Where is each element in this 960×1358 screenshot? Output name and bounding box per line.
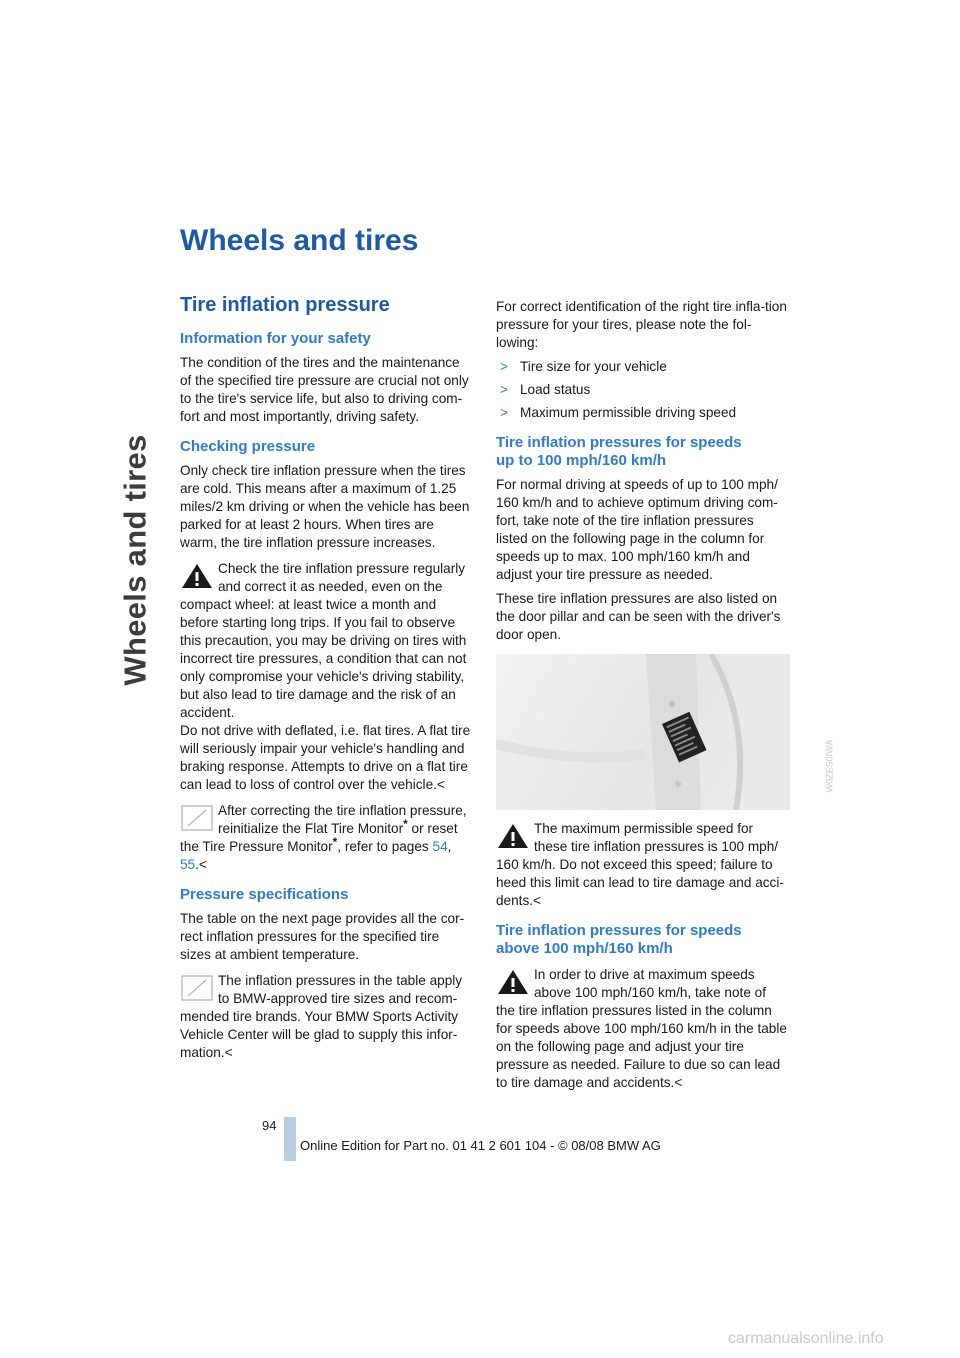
link-separator: , <box>447 839 452 854</box>
identification-list <box>496 358 788 422</box>
bullet-marker: > <box>500 382 508 397</box>
note-icon <box>180 974 214 1002</box>
above-100-warning-text: In order to drive at maximum speeds above 100 mph/160 km/h, take note of the tire inflation pressures listed in the column for speeds above 100 mph/160 km/h in the table on the following page and adjust your tire pressure as needed. Failure to due so can lead to tire damage and accidents. <box>496 967 787 1090</box>
page-link-54[interactable]: 54 <box>432 839 448 854</box>
option-star: * <box>403 817 408 831</box>
end-mark: < <box>224 1045 233 1060</box>
warning-triangle-icon <box>180 562 214 590</box>
page-link-55[interactable]: 55 <box>180 857 196 872</box>
door-pillar-text: These tire inflation pressures are also listed on the door pillar and can be seen with the driver's door open. <box>496 591 781 642</box>
note-text-refer: , refer to pages <box>337 839 433 854</box>
reinitialize-note <box>180 802 472 874</box>
approved-tires-note <box>180 972 472 1062</box>
identification-intro: For correct identification of the right tire infla-tion pressure for your tires, please note the fol-lowing: <box>496 299 787 350</box>
list-item: > Tire size for your vehicle <box>500 359 667 374</box>
note-text-flat-tire-monitor: After correcting the tire inflation pressure, reinitialize the Flat Tire Monitor <box>218 803 467 836</box>
note-text-tire-pressure-monitor: or reset the Tire Pressure Monitor <box>180 821 458 854</box>
safety-text: The condition of the tires and the maintenance of the specified tire pressure are crucial not only to the tire's service life, but also to driving com-fort and most importantly, driving safety. <box>180 355 469 424</box>
up-to-100-heading: Tire inflation pressures for speeds up to 100 mph/160 km/h <box>496 434 742 469</box>
option-star: * <box>332 835 338 849</box>
end-mark: < <box>674 1075 683 1090</box>
side-section-title: Wheels and tires <box>118 434 153 686</box>
note-text-approved-tires: The inflation pressures in the table apply to BMW-approved tire sizes and recom-mended tire brands. Your BMW Sports Activity Vehicle Center will be glad to supply this infor-mation. <box>180 973 463 1060</box>
pressure-specs-text: The table on the next page provides all the cor-rect inflation pressures for the specified tire sizes at ambient temperature. <box>180 911 465 962</box>
warning-text-flat-tire: Do not drive with deflated, i.e. flat tires. A flat tire will seriously impair your vehicle's handling and braking response. Attempts to drive on a flat tire can lead to loss of control over the vehicle. <box>180 723 471 792</box>
end-mark: < <box>533 893 541 908</box>
left-column <box>180 292 472 1070</box>
warning-triangle-icon <box>496 968 530 996</box>
max-speed-warning <box>496 820 788 910</box>
list-item: > Maximum permissible driving speed <box>500 405 737 420</box>
list-item: > Load status <box>500 382 591 397</box>
warning-triangle-icon <box>496 822 530 850</box>
end-mark: < <box>198 857 207 872</box>
checking-heading: Checking pressure <box>180 438 316 455</box>
door-pillar-illustration <box>496 654 790 810</box>
above-100-heading: Tire inflation pressures for speeds above 100 mph/160 km/h <box>496 922 742 957</box>
door-pillar-photo <box>496 654 790 810</box>
period: . <box>195 857 199 872</box>
end-mark: < <box>436 777 445 792</box>
right-column <box>496 298 788 1100</box>
bullet-marker: > <box>500 359 508 374</box>
footer-accent-bar <box>284 1117 296 1161</box>
up-to-100-text: For normal driving at speeds of up to 100 mph/ 160 km/h and to achieve optimum driving com-fort, take note of the tire inflation pressures listed on the following page in the column for speeds up to max. 100 mph/160 km/h and adjust your tire pressure as needed. <box>496 477 778 582</box>
checking-text: Only check tire inflation pressure when the tires are cold. This means after a maximum of 1.25 miles/2 km driving or when the vehicle has been parked for at least 2 hours. When tires are warm, the tire inflation pressure increases. <box>180 463 470 550</box>
above-100-warning <box>496 966 788 1092</box>
bullet-marker: > <box>500 405 508 420</box>
photo-reference-code: W0ZES0IWA <box>824 739 834 793</box>
page-title: Wheels and tires <box>180 224 419 257</box>
footer-edition-text: Online Edition for Part no. 01 41 2 601 104 - © 08/08 BMW AG <box>300 1138 661 1153</box>
pressure-specs-heading: Pressure specifications <box>180 886 349 903</box>
max-speed-warning-text: The maximum permissible speed for these tire inflation pressures is 100 mph/ 160 km/h. Do not exceed this speed; failure to heed this limit can lead to tire damage and acci-dents. <box>496 821 784 908</box>
warning-text-regularly: Check the tire inflation pressure regularly and correct it as needed, even on the compact wheel: at least twice a month and before starting long trips. If you fail to observe this precaution, you may be driving on tires with incorrect tire pressures, a condition that can not only compromise your vehicle's driving stability, but also lead to tire damage and the risk of an accident. <box>180 561 467 720</box>
note-icon <box>180 804 214 832</box>
page-number: 94 <box>262 1118 277 1133</box>
site-watermark: carmanualsonline.info <box>728 1330 884 1347</box>
tire-pressure-warning <box>180 560 472 794</box>
section-title: Tire inflation pressure <box>180 294 390 316</box>
safety-heading: Information for your safety <box>180 330 371 347</box>
